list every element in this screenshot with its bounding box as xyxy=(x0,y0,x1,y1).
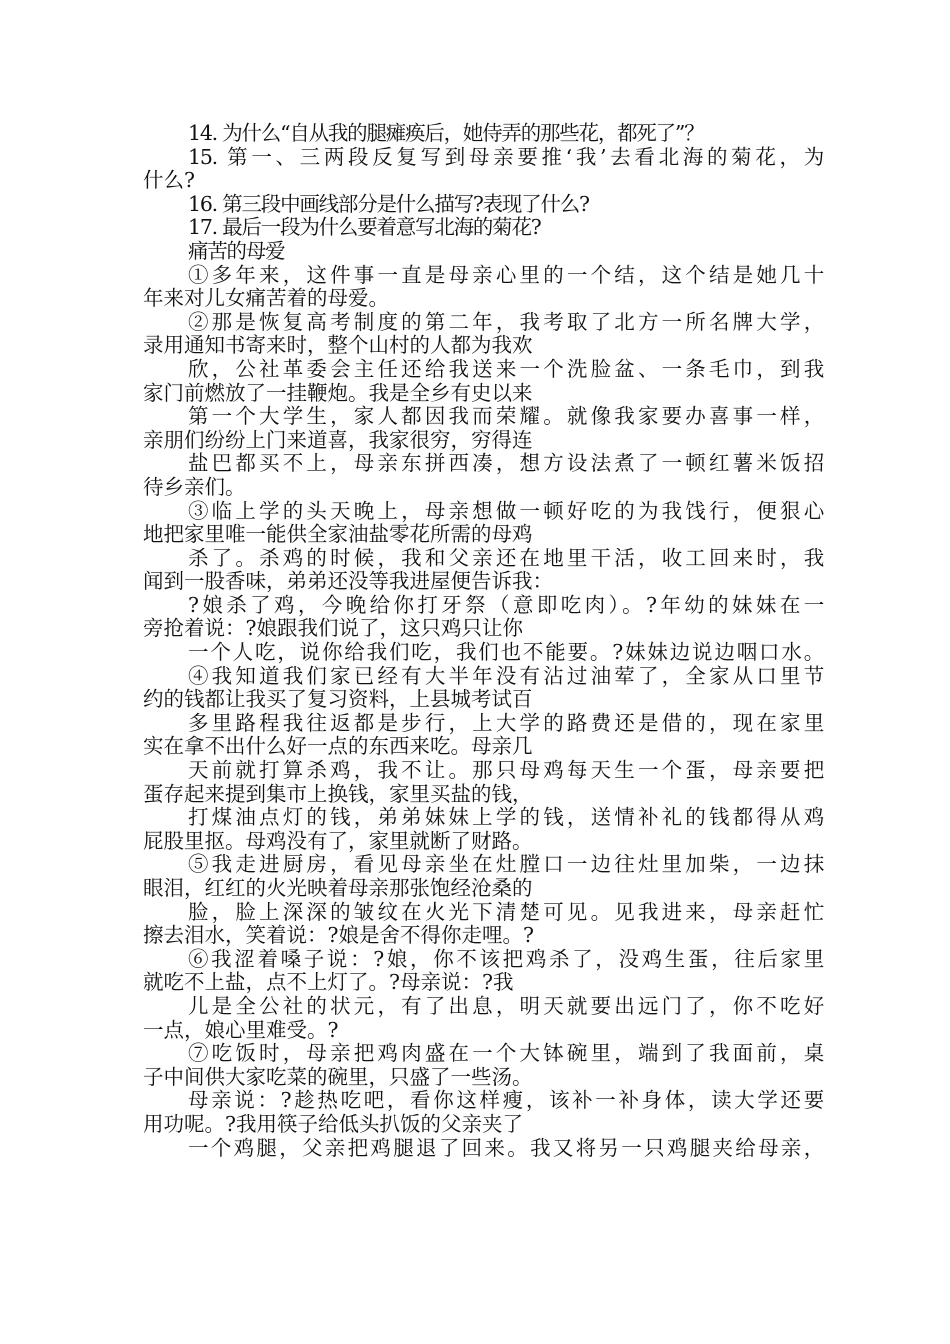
text-line: 用功呢。?我用筷子给低头扒饭的父亲夹了 xyxy=(143,1111,523,1136)
text-line: 蛋存起来提到集市上换钱，家里买盐的钱， xyxy=(143,781,533,806)
text-line: 待乡亲们。 xyxy=(143,474,246,499)
text-line: 盐巴都买不上，母亲东拼西凑，想方设法煮了一顿红薯米饭招 xyxy=(188,451,823,476)
text-line: 14. 为什么“自从我的腿瘫痪后，她侍弄的那些花，都死了”？ xyxy=(188,121,704,145)
text-line: 痛苦的母爱 xyxy=(188,238,285,263)
text-line: 打煤油点灯的钱，弟弟妹妹上学的钱，送情补礼的钱都得从鸡 xyxy=(188,805,823,830)
text-line: 多里路程我往返都是步行，上大学的路费还是借的，现在家里 xyxy=(188,710,823,735)
text-line: ④我知道我们家已经有大半年没有沾过油荤了，全家从口里节 xyxy=(188,663,823,688)
text-line: ③临上学的头天晚上，母亲想做一顿好吃的为我饯行，便狠心 xyxy=(188,498,823,523)
text-line: 年来对儿女痛苦着的母爱。 xyxy=(143,286,389,311)
text-line: 天前就打算杀鸡，我不让。那只母鸡每天生一个蛋，母亲要把 xyxy=(188,758,823,783)
text-line: 子中间供大家吃菜的碗里，只盛了一些汤。 xyxy=(143,1064,533,1089)
text-line: 一个鸡腿，父亲把鸡腿退了回来。我又将另一只鸡腿夹给母亲， xyxy=(188,1135,823,1160)
text-line: 实在拿不出什么好一点的东西来吃。母亲几 xyxy=(143,734,533,759)
text-line: 17. 最后一段为什么要着意写北海的菊花? xyxy=(188,215,541,240)
text-line: 闻到一股香味，弟弟还没等我进屋便告诉我： xyxy=(143,569,553,594)
text-line: 约的钱都让我买了复习资料，上县城考试百 xyxy=(143,687,533,712)
text-line: 什么? xyxy=(143,168,195,193)
text-line: 擦去泪水，笑着说：?娘是舍不得你走哩。? xyxy=(143,923,534,948)
text-line: ⑦吃饭时，母亲把鸡肉盛在一个大钵碗里，端到了我面前，桌 xyxy=(188,1041,823,1066)
text-line: 儿是全公社的状元，有了出息，明天就要出远门了，你不吃好 xyxy=(188,993,823,1018)
text-line: ⑥我涩着嗓子说：?娘，你不该把鸡杀了，没鸡生蛋，往后家里 xyxy=(188,946,823,971)
document-body xyxy=(143,122,823,1160)
text-line: 15. 第一、三两段反复写到母亲要推‘我’去看北海的菊花，为 xyxy=(188,144,823,169)
text-line: 屁股里抠。母鸡没有了，家里就断了财路。 xyxy=(143,828,533,853)
text-line: 杀了。杀鸡的时候，我和父亲还在地里干活，收工回来时，我 xyxy=(188,545,823,570)
text-line: ①多年来，这件事一直是母亲心里的一个结，这个结是她几十 xyxy=(188,262,823,287)
text-line: 脸，脸上深深的皱纹在火光下清楚可见。见我进来，母亲赶忙 xyxy=(188,899,823,924)
text-line: 一点，娘心里难受。? xyxy=(143,1017,339,1042)
text-line: 第一个大学生，家人都因我而荣耀。就像我家要办喜事一样， xyxy=(188,404,823,429)
text-line: 家门前燃放了一挂鞭炮。我是全乡有史以来 xyxy=(143,380,533,405)
text-line: 16. 第三段中画线部分是什么描写?表现了什么? xyxy=(188,191,589,216)
text-line: 眼泪，红红的火光映着母亲那张饱经沧桑的 xyxy=(143,876,533,900)
text-line: ?娘杀了鸡，今晚给你打牙祭（意即吃肉）。?年幼的妹妹在一 xyxy=(188,592,823,617)
text-line: 欣，公社革委会主任还给我送来一个洗脸盆、一条毛巾，到我 xyxy=(188,356,823,381)
text-line: 就吃不上盐，点不上灯了。?母亲说：?我 xyxy=(143,970,514,995)
text-line: 地把家里唯一能供全家油盐零花所需的母鸡 xyxy=(143,522,533,547)
text-line: 录用通知书寄来时，整个山村的人都为我欢 xyxy=(143,333,533,358)
text-line: 母亲说：?趁热吃吧，看你这样瘦，该补一补身体，读大学还要 xyxy=(188,1088,823,1113)
text-line: 一个人吃，说你给我们吃，我们也不能要。?妹妹边说边咽口水。 xyxy=(188,640,823,665)
text-line: ②那是恢复高考制度的第二年，我考取了北方一所名牌大学， xyxy=(188,309,823,334)
text-line: 亲朋们纷纷上门来道喜，我家很穷，穷得连 xyxy=(143,427,533,452)
text-line: ⑤我走进厨房，看见母亲坐在灶膛口一边往灶里加柴，一边抹 xyxy=(188,852,823,877)
text-line: 旁抢着说：?娘跟我们说了，这只鸡只让你 xyxy=(143,616,523,641)
